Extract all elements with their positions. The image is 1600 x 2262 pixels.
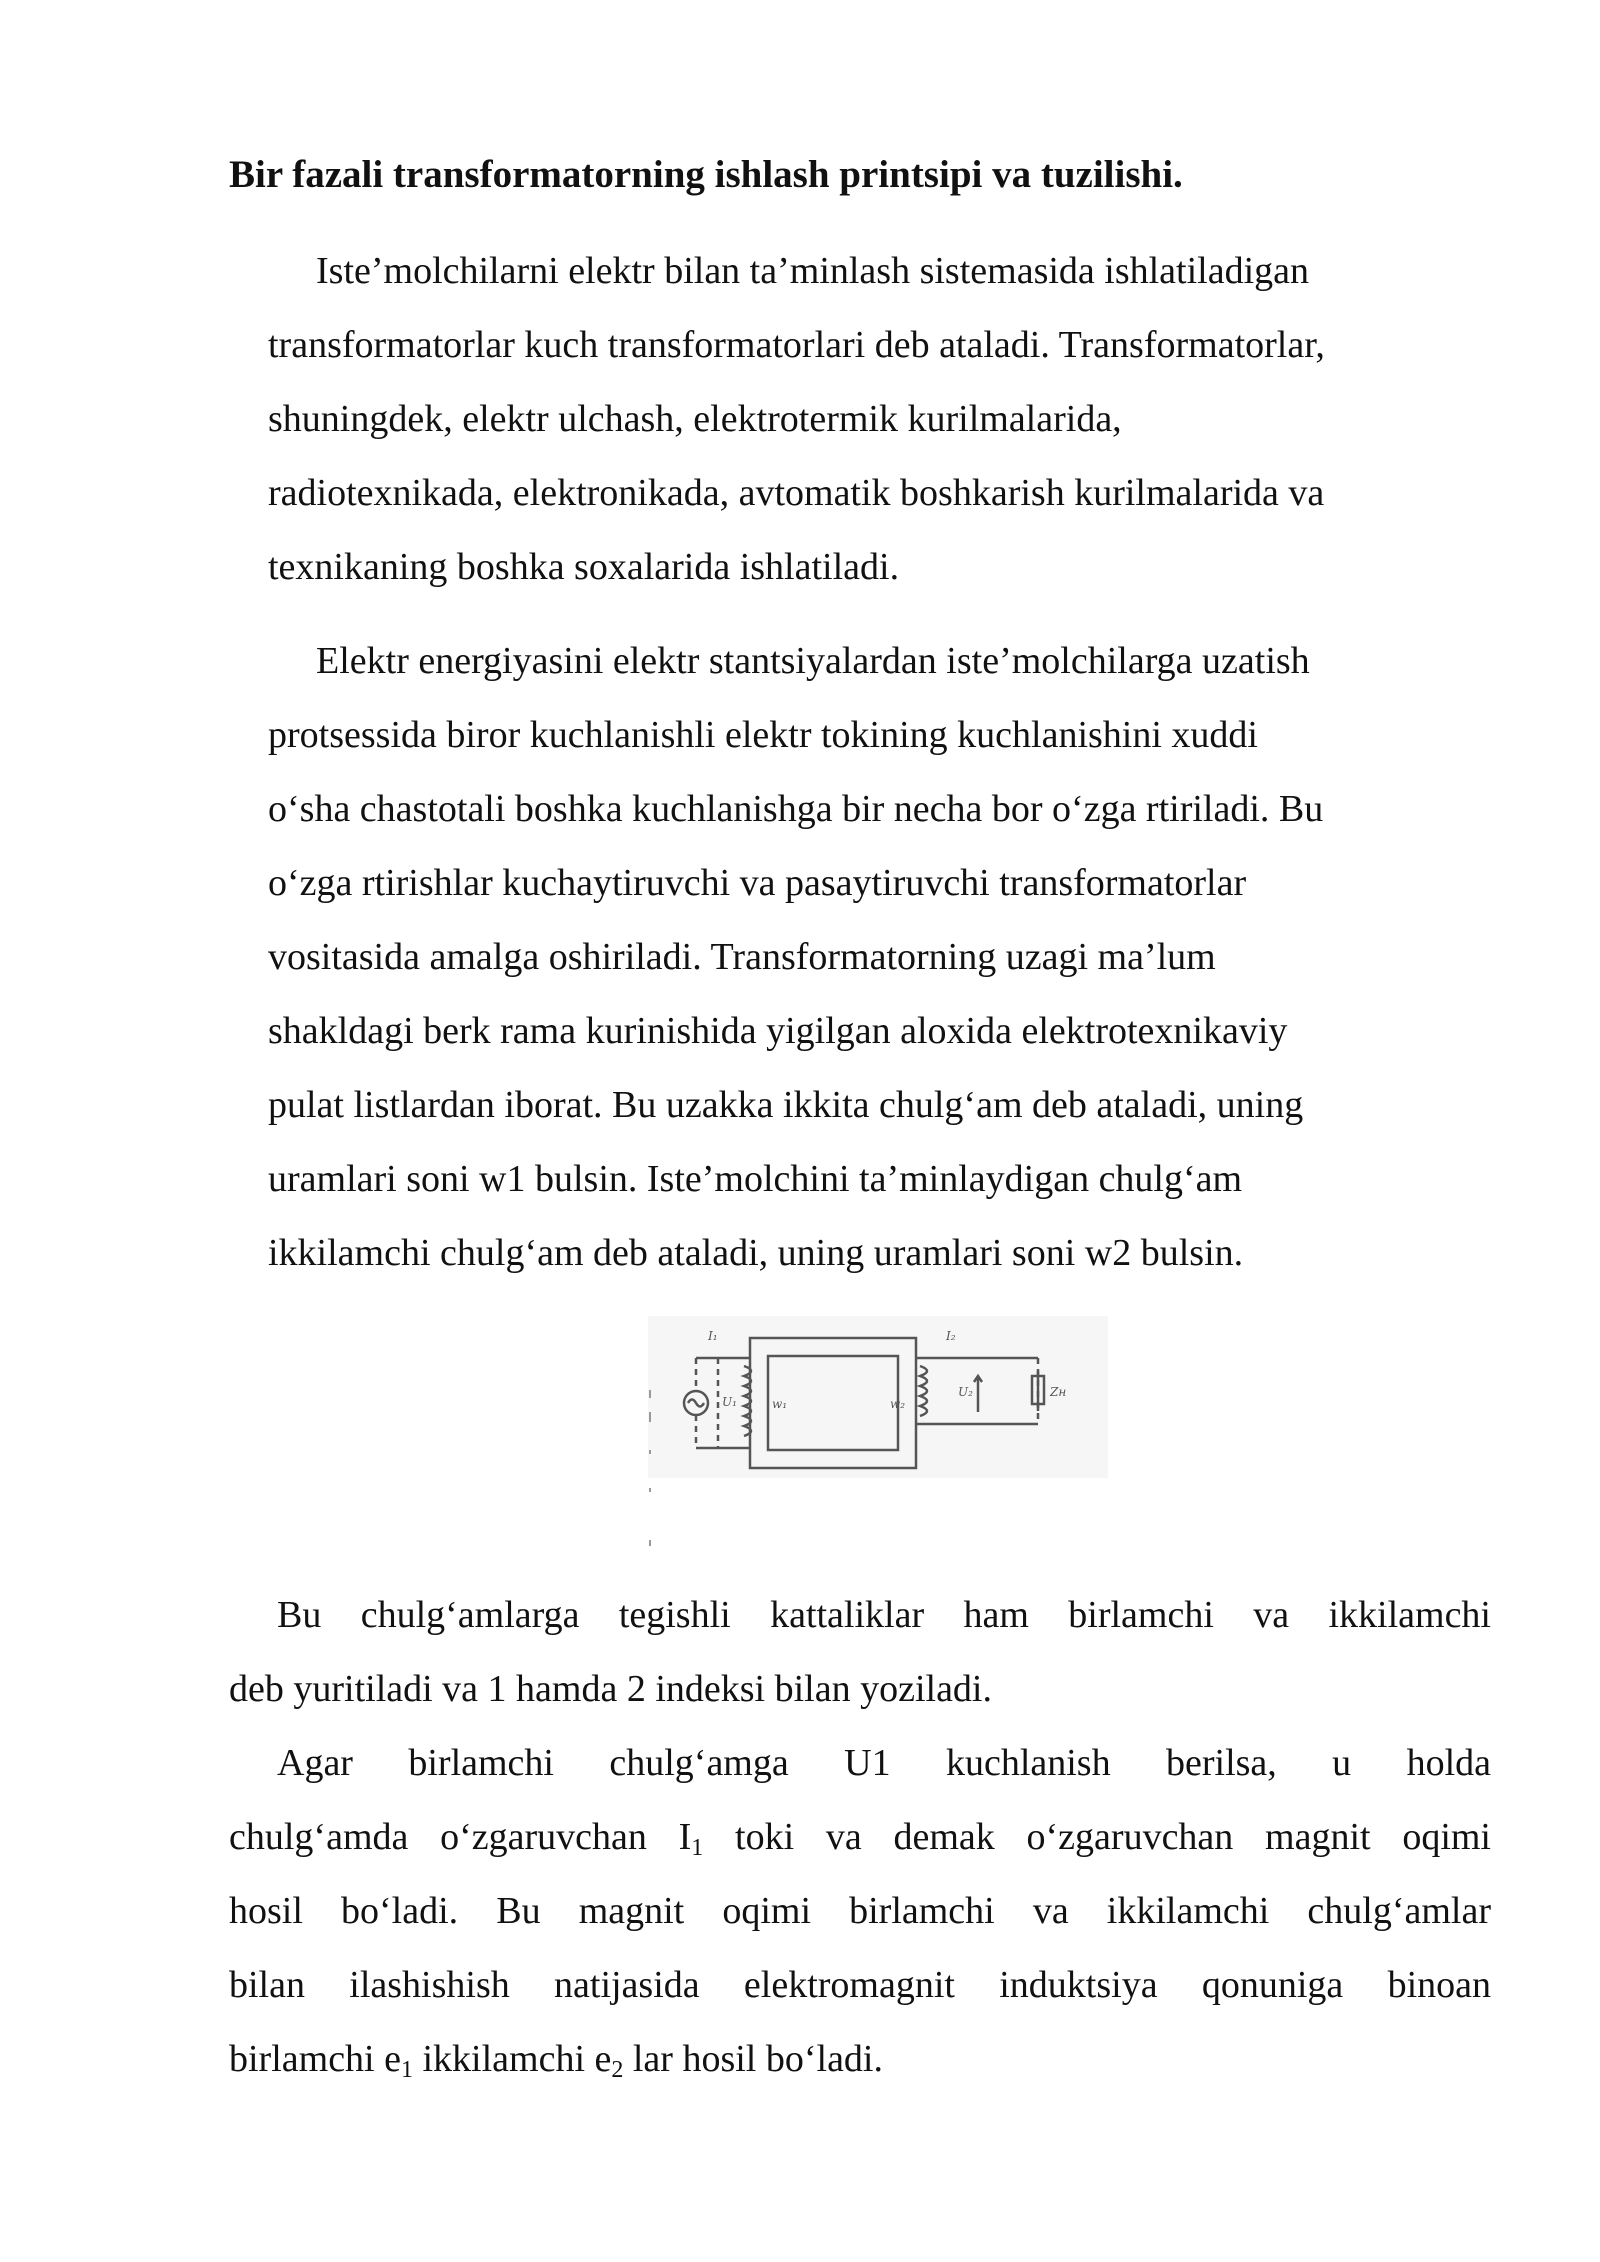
text-line: pulat listlardan iborat. Bu uzakka ikkita chulg‘am deb ataladi, uning xyxy=(268,1084,1304,1126)
label-za: Zн xyxy=(1050,1385,1067,1399)
paragraph-3 xyxy=(229,1578,1491,1726)
text-line: Elektr energiyasini elektr stantsiyalardan iste’molchilarga uzatish xyxy=(316,640,1310,682)
label-u2: U₂ xyxy=(958,1385,973,1399)
subscript: 1 xyxy=(400,2057,413,2083)
section-title: Bir fazali transformatorning ishlash printsipi va tuzilishi. xyxy=(229,153,1183,196)
label-w2: w₂ xyxy=(890,1397,906,1411)
text-line: Agar birlamchi chulg‘amga U1 kuchlanish berilsa, u holda xyxy=(277,1742,1491,1784)
label-w1: w₁ xyxy=(772,1397,788,1411)
text-line: protsessida biror kuchlanishli elektr tokining kuchlanishini xuddi xyxy=(268,714,1258,756)
text-line: bilan ilashishish natijasida elektromagnit induktsiya qonuniga binoan xyxy=(229,1964,1491,2006)
text-line xyxy=(229,1800,1491,1874)
text-line: deb yuritiladi va 1 hamda 2 indeksi bilan yoziladi. xyxy=(229,1668,992,1710)
label-i1: I₁ xyxy=(708,1329,718,1343)
text-line: o‘zga rtirishlar kuchaytiruvchi va pasaytiruvchi transformatorlar xyxy=(268,862,1247,904)
text-line: transformatorlar kuch transformatorlari deb ataladi. Transformatorlar, xyxy=(268,324,1325,366)
text-line: radiotexnikada, elektronikada, avtomatik boshkarish kurilmalarida va xyxy=(268,472,1325,514)
paragraph-1 xyxy=(268,234,1325,604)
text-line: shuningdek, elektr ulchash, elektrotermik kurilmalarida, xyxy=(268,398,1122,440)
label-i2: I₂ xyxy=(946,1329,956,1343)
text-line: Bu chulg‘amlarga tegishli kattaliklar ham birlamchi va ikkilamchi xyxy=(277,1594,1491,1636)
text-line: hosil bo‘ladi. Bu magnit oqimi birlamchi va ikkilamchi chulg‘amlar xyxy=(229,1890,1491,1932)
transformer-diagram xyxy=(648,1316,1108,1478)
text-line: uramlari soni w1 bulsin. Iste’molchini ta’minlaydigan chulg‘am xyxy=(268,1158,1243,1200)
text-line: Iste’molchilarni elektr bilan ta’minlash sistemasida ishlatiladigan xyxy=(316,250,1310,292)
paragraph-2 xyxy=(268,624,1323,1290)
text-line xyxy=(229,2022,1491,2096)
paragraph-4 xyxy=(229,1726,1491,2096)
text-line: shakldagi berk rama kurinishida yigilgan aloxida elektrotexnikaviy xyxy=(268,1010,1288,1052)
text-segment: birlamchi e xyxy=(229,2038,401,2080)
subscript: 2 xyxy=(611,2057,624,2083)
text-line: ikkilamchi chulg‘am deb ataladi, uning uramlari soni w2 bulsin. xyxy=(268,1232,1244,1274)
subscript: 1 xyxy=(691,1835,704,1861)
margin-marks xyxy=(648,1390,654,1550)
text-line: texnikaning boshka soxalarida ishlatiladi. xyxy=(268,546,900,588)
text-segment: lar hosil bo‘ladi. xyxy=(623,2038,883,2080)
text-segment: chulg‘amda o‘zgaruvchan I xyxy=(229,1816,692,1858)
text-segment: toki va demak o‘zgaruvchan magnit oqimi xyxy=(703,1816,1491,1858)
text-line: vositasida amalga oshiriladi. Transformatorning uzagi ma’lum xyxy=(268,936,1216,978)
text-segment: ikkilamchi e xyxy=(412,2038,612,2080)
label-u1: U₁ xyxy=(722,1395,737,1409)
text-line: o‘sha chastotali boshka kuchlanishga bir necha bor o‘zga rtiriladi. Bu xyxy=(268,788,1324,830)
